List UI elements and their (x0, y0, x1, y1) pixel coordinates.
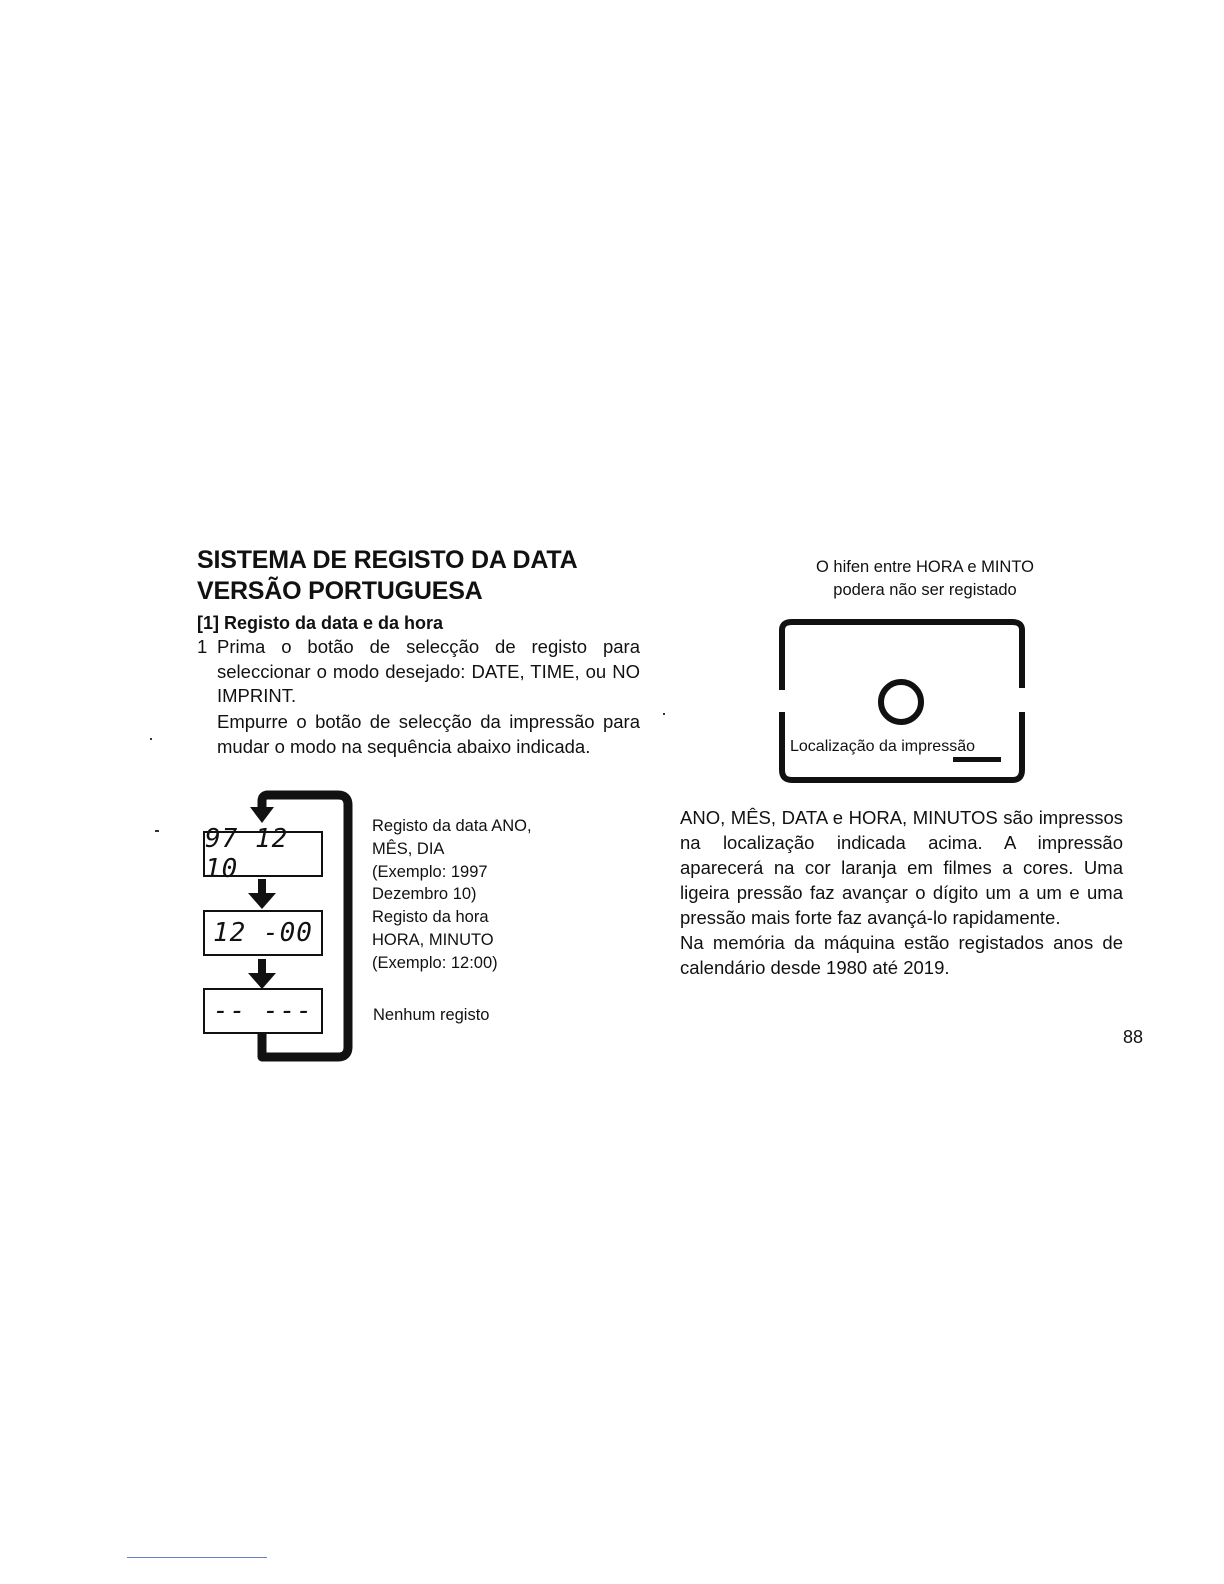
scan-speck (155, 830, 159, 832)
no-imprint-caption: Nenhum registo (373, 1006, 490, 1024)
step-1 (197, 635, 640, 709)
time-caption-line-1: Registo da hora (372, 908, 489, 927)
right-body-text (680, 805, 1123, 980)
step-number: 1 (197, 636, 208, 657)
loop-arrowhead (250, 807, 274, 823)
scan-speck (150, 738, 152, 740)
step-1-text: Prima o botão de selecção de registo para seleccionar o modo desejado: DATE, TIME, ou NO IMPRINT. (217, 636, 640, 706)
imprint-location-label: Localização da impressão (790, 738, 975, 755)
time-caption-line-2: HORA, MINUTO (372, 930, 494, 949)
focus-circle-icon (881, 682, 921, 722)
title-line-2: VERSÃO PORTUGUESA (197, 577, 483, 605)
hyphen-note (760, 556, 1090, 602)
page-title (197, 545, 577, 607)
imprint-location-bar (953, 757, 1001, 762)
time-example: (Exemplo: 12:00) (372, 953, 498, 972)
arrowhead-1 (248, 893, 276, 909)
date-example-line-1: (Exemplo: 1997 (372, 862, 488, 881)
date-caption-line-1: Registo da data ANO, (372, 817, 532, 835)
lcd-display-time: 12 -00 (203, 910, 323, 956)
arrowhead-2 (248, 973, 276, 989)
viewfinder-frame (770, 612, 1040, 790)
step-1-text-2: Empurre o botão de selecção da impressão para mudar o modo na sequência abaixo indicada. (217, 711, 640, 757)
title-line-1: SISTEMA DE REGISTO DA DATA (197, 546, 578, 574)
section-heading: [1] Registo da data e da hora (197, 613, 444, 633)
page-number: 88 (1123, 1027, 1144, 1047)
footer-line (127, 1557, 267, 1558)
hyphen-note-line-2: podera não ser registado (833, 581, 1017, 599)
date-caption (372, 815, 532, 975)
right-paragraph-2: Na memória da máquina estão registados anos de calendário desde 1980 até 2019. (680, 932, 1123, 978)
date-caption-line-2: MÊS, DIA (372, 839, 445, 858)
date-example-line-2: Dezembro 10) (372, 885, 477, 904)
hyphen-note-line-1: O hifen entre HORA e MINTO (816, 558, 1034, 576)
scan-speck (663, 713, 665, 715)
right-paragraph-1: ANO, MÊS, DATA e HORA, MINUTOS são impressos na localização indicada acima. A impressão aparecerá na cor laranja em filmes a cores. Uma ligeira pressão faz avançar o dígito um a um e uma pressão mais forte faz avançá-lo rapidamente. (680, 807, 1123, 928)
lcd-display-date: 97 12 10 (203, 831, 323, 877)
lcd-display-none: -- --- (203, 988, 323, 1034)
